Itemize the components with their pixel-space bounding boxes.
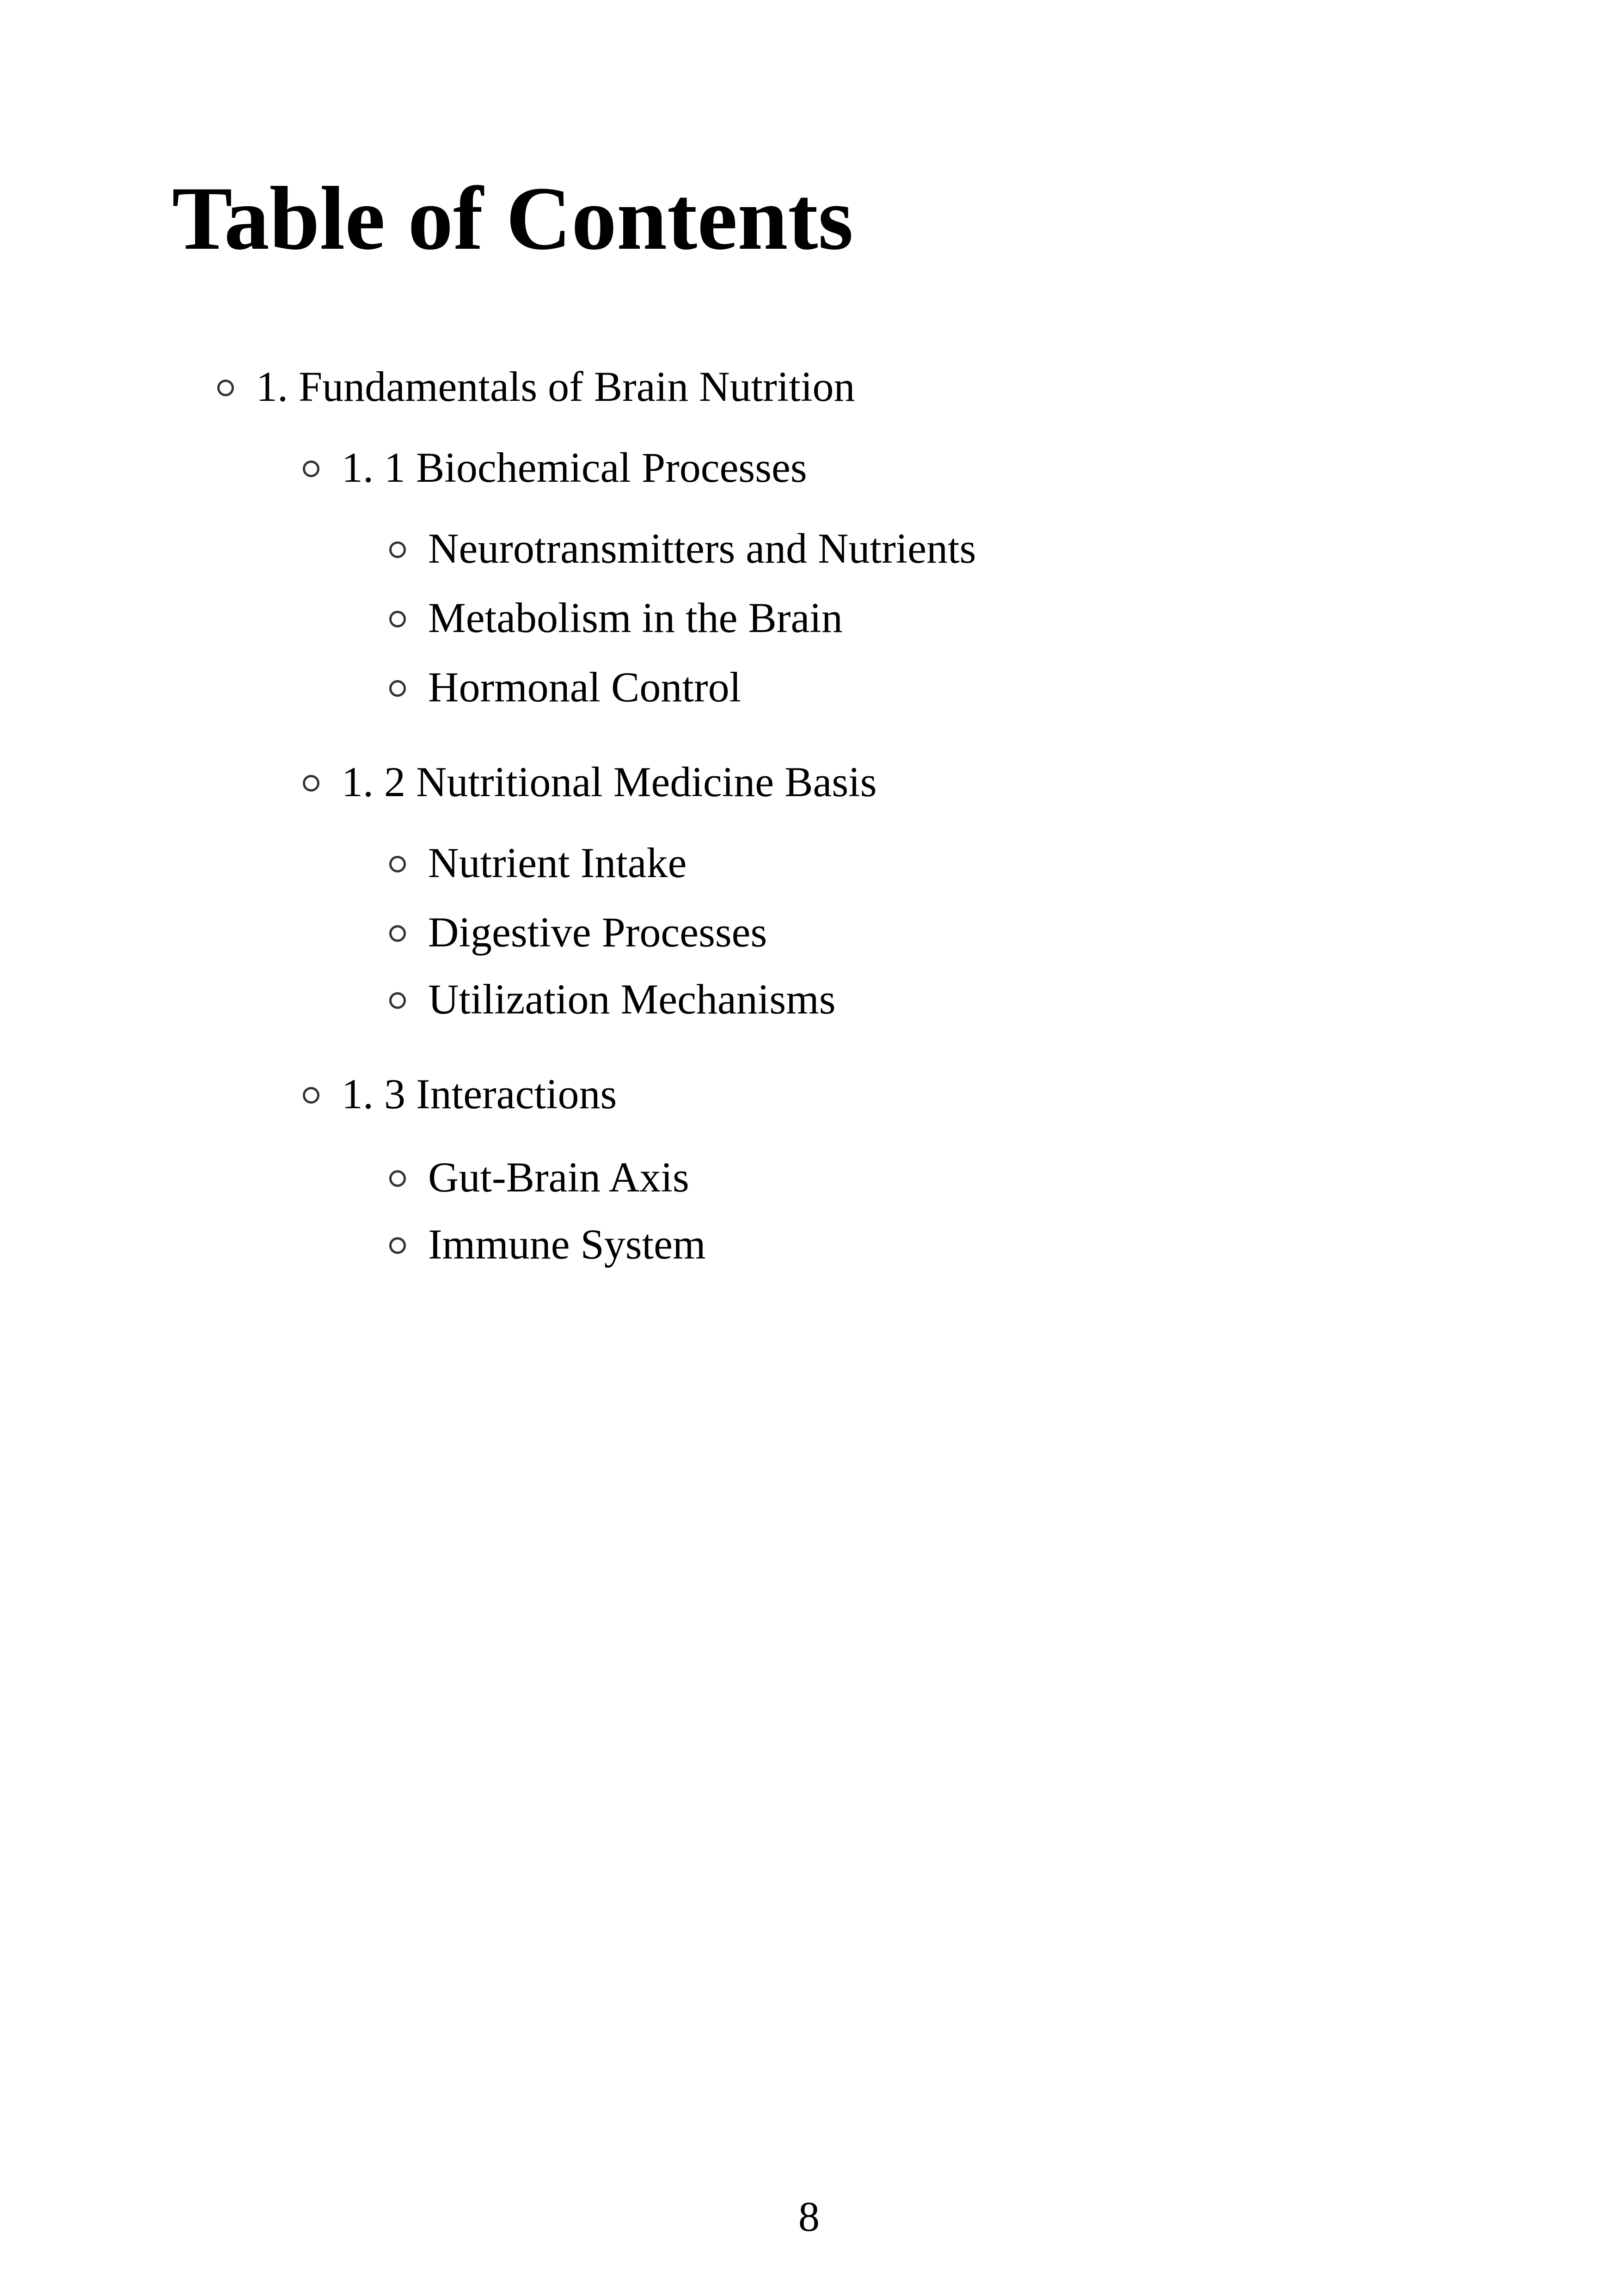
- toc-entry-item[interactable]: [389, 909, 767, 956]
- toc-entry-item[interactable]: [389, 1221, 706, 1268]
- hollow-circle-bullet-icon: [389, 611, 406, 627]
- hollow-circle-bullet-icon: [389, 992, 406, 1009]
- toc-entry-item[interactable]: [389, 1154, 689, 1201]
- hollow-circle-bullet-icon: [217, 380, 234, 396]
- hollow-circle-bullet-icon: [389, 1170, 406, 1187]
- toc-entry-label: 1. 1 Biochemical Processes: [342, 444, 807, 491]
- toc-entry-label: 1. 2 Nutritional Medicine Basis: [342, 758, 877, 805]
- toc-entry-item[interactable]: [389, 976, 836, 1023]
- toc-entry-label: Gut-Brain Axis: [428, 1154, 689, 1201]
- toc-entry-label: Hormonal Control: [428, 663, 742, 711]
- toc-entry-subsection-1-1[interactable]: [303, 446, 807, 489]
- toc-entry-label: 1. 3 Interactions: [342, 1070, 617, 1117]
- hollow-circle-bullet-icon: [303, 775, 319, 792]
- toc-entry-label: Nutrient Intake: [428, 839, 687, 886]
- toc-entry-label: Metabolism in the Brain: [428, 594, 843, 641]
- toc-entry-item[interactable]: [389, 596, 843, 639]
- page-title: Table of Contents: [172, 168, 853, 269]
- toc-entry-section-1[interactable]: [217, 365, 855, 408]
- hollow-circle-bullet-icon: [389, 856, 406, 872]
- toc-entry-label: Immune System: [428, 1221, 706, 1268]
- toc-entry-subsection-1-2[interactable]: [303, 758, 877, 805]
- toc-entry-item[interactable]: [389, 527, 976, 570]
- toc-entry-label: 1. Fundamentals of Brain Nutrition: [256, 363, 855, 410]
- toc-entry-label: Utilization Mechanisms: [428, 976, 836, 1023]
- hollow-circle-bullet-icon: [389, 925, 406, 942]
- hollow-circle-bullet-icon: [389, 1237, 406, 1254]
- hollow-circle-bullet-icon: [303, 1087, 319, 1104]
- toc-entry-label: Neurotransmitters and Nutrients: [428, 525, 976, 572]
- toc-entry-subsection-1-3[interactable]: [303, 1070, 617, 1117]
- toc-entry-item[interactable]: [389, 841, 686, 884]
- hollow-circle-bullet-icon: [303, 460, 319, 477]
- hollow-circle-bullet-icon: [389, 680, 406, 697]
- toc-entry-label: Digestive Processes: [428, 909, 767, 956]
- page-number: 8: [798, 2193, 820, 2240]
- toc-entry-item[interactable]: [389, 663, 742, 711]
- hollow-circle-bullet-icon: [389, 541, 406, 558]
